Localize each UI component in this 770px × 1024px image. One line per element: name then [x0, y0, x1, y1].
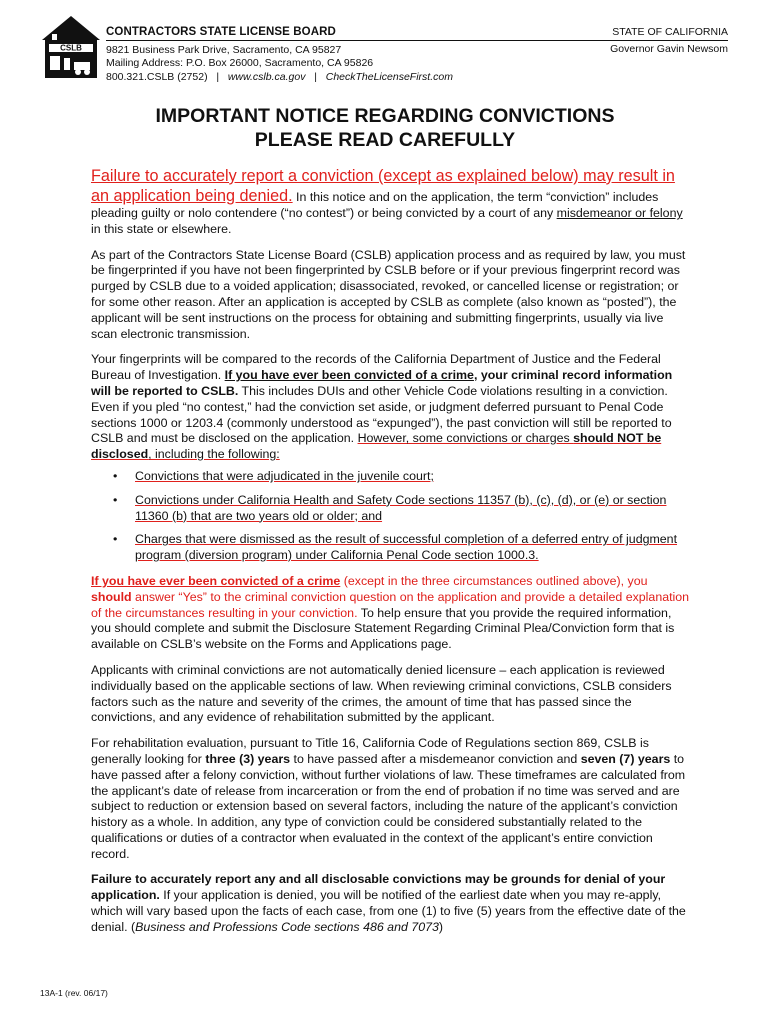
text-span: If your application is denied, you will be notified of the earliest date when you may re-apply, which will vary based upon the facts of each case, from one (1) to five (5) years from the effective date of the denial. (	[91, 888, 686, 934]
page-title	[0, 104, 770, 152]
paragraph-disclosure	[91, 574, 691, 653]
text-span: If you have ever been convicted of a crime	[91, 573, 341, 588]
cslb-logo	[40, 14, 102, 80]
paragraph-rehabilitation	[91, 736, 691, 862]
text-span: If you have ever been convicted of a crime	[224, 368, 474, 383]
text-span: to have passed after a misdemeanor conviction and	[290, 751, 581, 766]
separator: |	[216, 70, 220, 83]
list-item	[135, 469, 691, 485]
text-span: seven (7) years	[580, 751, 671, 766]
paragraph-fingerprinting: As part of the Contractors State License Board (CSLB) application process and as required by law, you must be fingerprinted if you have not been fingerprinted by CSLB before or if your previous fingerprint record was purged by CSLB due to a voided application; disassociated, revoked, or cancelled license or registration; or for some other reason. After an application is accepted by CSLB as complete (also known as “posted”), the applicant will be sent instructions on the process for obtaining and submitting fingerprints, usually via live scan electronic transmission.	[91, 247, 686, 341]
separator: |	[314, 70, 317, 83]
notice-body	[91, 166, 691, 946]
text-span: , your criminal record information will be reported to CSLB.	[91, 368, 673, 398]
phone-number: 800.321.CSLB (2752)	[106, 70, 208, 83]
text-span: (except in the three circumstances outlined above), you	[340, 573, 648, 588]
title-line-2: PLEASE READ CAREFULLY	[254, 129, 516, 151]
contact-line	[106, 71, 576, 85]
header-address-block	[106, 26, 576, 84]
text-span: should	[91, 589, 132, 604]
logo-text: CSLB	[60, 43, 82, 53]
text-span: , including the following:	[148, 447, 280, 462]
text-span: )	[438, 919, 444, 934]
text-span: In this notice and on the application, the term “conviction” includes pleading guilty or nolo contendere (“no contest”) or being convicted by a court of any	[91, 190, 659, 220]
list-item-text: Convictions under California Health and Safety Code sections 11357 (b), (c), (d), or (e) or section 11360 (b) that are two years old or older; and	[135, 492, 667, 523]
text-span: to have passed after a felony conviction, without further violations of law. These timeframes are calculated from the applicant’s date of release from incarceration or from the end of probation if no time was served and are subject to reduction or extension based on several factors, including the nature of the applicant’s conviction history as a whole. In addition, any type of conviction could be considered substantially related to the qualifications or duties of a contractor when evaluated in the context of the applicant’s entire conviction record.	[91, 751, 686, 861]
list-item	[135, 493, 691, 525]
text-span: Your fingerprints will be compared to the records of the California Department of Justice and the Federal Bureau of Investigation.	[91, 352, 661, 383]
text-span: should NOT be disclosed	[91, 431, 662, 462]
header-state-block	[610, 26, 728, 56]
state-name: STATE OF CALIFORNIA	[612, 26, 728, 38]
text-span: To help ensure that you provide the required information, you should complete and submit the Disclosure Statement Regarding Criminal Plea/Conviction form that is available on CSLB’s website on the Forms and Applications page.	[91, 605, 675, 652]
website-link[interactable]: www.cslb.ca.gov	[227, 70, 306, 83]
paragraph-records	[91, 352, 691, 463]
list-item-text: Convictions that were adjudicated in the juvenile court;	[135, 468, 434, 483]
text-span: However, some convictions or charges	[357, 431, 574, 446]
text-span: answer “Yes” to the criminal conviction question on the application and provide a detailed explanation of the circumstances resulting in your conviction.	[91, 589, 690, 620]
mailing-address: Mailing Address: P.O. Box 26000, Sacramento, CA 95826	[106, 57, 374, 69]
paragraph-denial	[91, 872, 691, 935]
text-span: misdemeanor or felony	[556, 206, 683, 220]
tagline-link[interactable]: CheckTheLicenseFirst.com	[325, 70, 453, 83]
text-span: three (3) years	[205, 751, 291, 766]
exceptions-list	[91, 469, 691, 564]
text-span: Failure to accurately report any and all disclosable convictions may be grounds for denial of your application.	[91, 872, 666, 903]
form-revision: 13A-1 (rev. 06/17)	[40, 988, 108, 998]
text-span: Business and Professions Code sections 486 and 7073	[135, 919, 439, 934]
title-line-1: IMPORTANT NOTICE REGARDING CONVICTIONS	[155, 105, 615, 127]
list-item	[135, 532, 691, 564]
list-item-text: Charges that were dismissed as the result of successful completion of a deferred entry of judgment program (diversion program) under California Penal Code section 1000.3.	[135, 532, 678, 563]
text-span: This includes DUIs and other Vehicle Code violations resulting in a conviction. Even if you pled “no contest,” had the conviction set aside, or judgment deferred pursuant to Penal Code sections 1000 or 1203.4 (commonly understood as “expunged”), the past conviction will still be reported to CSLB and must be disclosed on the application.	[91, 383, 672, 446]
paragraph-review: Applicants with criminal convictions are not automatically denied licensure – each application is reviewed individually based on the applicable sections of law. When reviewing criminal convictions, CSLB considers factors such as the nature and severity of the crimes, the amount of time that has passed since the convictions, and any evidence of rehabilitation submitted by the applicant.	[91, 662, 672, 725]
denial-warning: Failure to accurately report a conviction (except as explained below) may result in an application being denied.	[91, 167, 675, 205]
street-address: 9821 Business Park Drive, Sacramento, CA 95827	[106, 43, 342, 56]
text-span: For rehabilitation evaluation, pursuant to Title 16, California Code of Regulations section 869, CSLB is generally looking for	[91, 736, 649, 766]
org-name: CONTRACTORS STATE LICENSE BOARD	[106, 26, 336, 38]
text-span: in this state or elsewhere.	[91, 221, 232, 236]
paragraph-definition	[91, 166, 691, 238]
governor-name: Governor Gavin Newsom	[610, 42, 728, 55]
